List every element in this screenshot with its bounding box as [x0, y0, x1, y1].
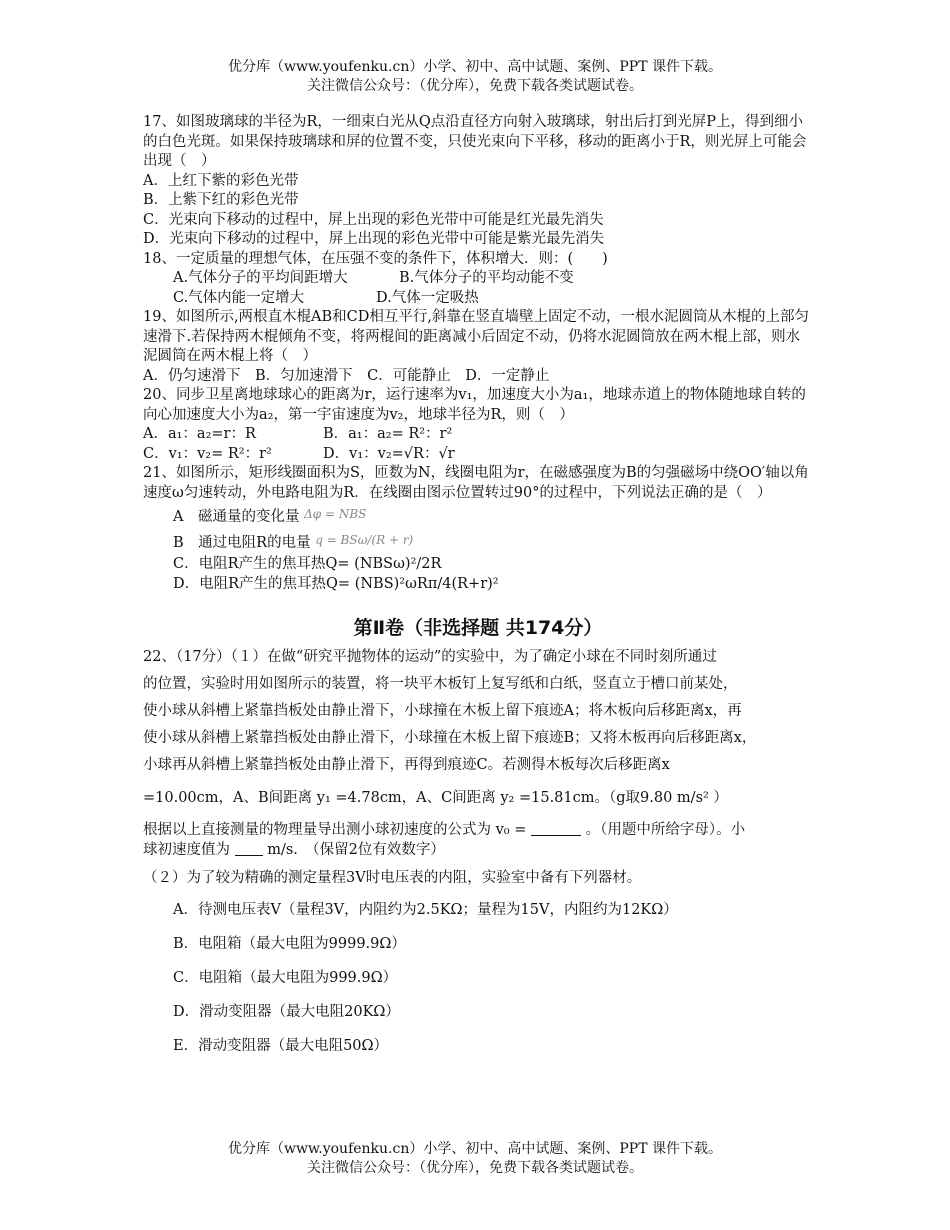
question-22-formula-line — [143, 821, 813, 841]
question-22-line-5: 小球再从斜槽上紧靠挡板处由静止滑下，再得到痕迹C。若测得木板每次后移距离x — [143, 757, 670, 773]
question-17-option-b: B．上紫下红的彩色光带 — [143, 192, 299, 208]
question-22-speed-suffix: m/s. （保留2位有效数字） — [267, 841, 445, 858]
question-18-option-a: A.气体分子的平均间距增大 — [173, 270, 348, 286]
question-20-row-2 — [143, 445, 813, 465]
question-22-formula-suffix: 。（用题中所给字母）。小 — [585, 822, 746, 838]
question-21-option-a-label: A 磁通量的变化量 — [173, 509, 300, 525]
question-20-option-c: C．v₁：v₂= R²：r² — [143, 445, 272, 462]
question-22-line-2: 的位置，实验时用如图所示的装置，将一块平木板钉上复写纸和白纸，竖直立于槽口前某处， — [143, 676, 738, 692]
question-22-line-4: 使小球从斜槽上紧靠挡板处由静止滑下，小球撞在木板上留下痕迹B；又将木板再向后移距离x， — [143, 730, 757, 746]
question-21-option-a-formula: Δφ = NBS — [304, 507, 367, 521]
question-17 — [143, 113, 813, 250]
footer-line-1: 优分库（www.youfenku.cn）小学、初中、高中试题、案例、PPT 课件下载。 — [227, 1141, 722, 1157]
question-22 — [143, 644, 813, 1063]
question-18-stem: 18、一定质量的理想气体，在压强不变的条件下，体积增大．则：( ) — [143, 250, 608, 267]
question-21-option-b-label: B 通过电阻R的电量 — [173, 535, 311, 551]
question-21-option-c: C．电阻R产生的焦耳热Q= (NBSω)²/2R — [173, 556, 442, 572]
question-20-option-d: D．v₁：v₂=√R：√r — [323, 445, 455, 462]
equipment-item: B．电阻箱（最大电阻为9999.9Ω） — [173, 935, 406, 952]
question-20-option-b: B．a₁：a₂= R²：r² — [323, 426, 453, 442]
question-19 — [143, 308, 813, 386]
page-header — [0, 58, 950, 96]
question-20 — [143, 386, 813, 464]
question-21-option-b-formula: q = BSω/(R + r) — [315, 533, 414, 547]
page-footer — [0, 1140, 950, 1178]
question-22-formula-prefix: 根据以上直接测量的物理量导出测小球初速度的公式为 v₀ = — [143, 822, 527, 838]
question-17-option-c: C．光束向下移动的过程中，屏上出现的彩色光带中可能是红光最先消失 — [143, 211, 604, 228]
question-21-option-b — [143, 529, 813, 555]
answer-blank-formula[interactable] — [531, 821, 581, 836]
question-22-part-2: （２）为了较为精确的测定量程3V时电压表的内阻，实验室中备有下列器材。 — [143, 870, 642, 886]
equipment-item: E．滑动变阻器（最大电阻50Ω） — [173, 1037, 389, 1054]
footer-line-2: 关注微信公众号：（优分库），免费下载各类试题试卷。 — [307, 1160, 643, 1176]
question-18-option-c: C.气体内能一定增大 — [173, 289, 305, 306]
answer-blank-speed[interactable] — [235, 841, 263, 856]
question-22-line-3: 使小球从斜槽上紧靠挡板处由静止滑下，小球撞在木板上留下痕迹A；将木板向后移距离x，再 — [143, 703, 742, 719]
equipment-item: C．电阻箱（最大电阻为999.9Ω） — [173, 969, 398, 986]
question-19-options: A．仍匀速滑下 B．匀加速滑下 C．可能静止 D．一定静止 — [143, 367, 550, 384]
equipment-item: A．待测电压表V（量程3V，内阻约为2.5KΩ；量程为15V，内阻约为12KΩ） — [173, 901, 678, 918]
header-line-1: 优分库（www.youfenku.cn）小学、初中、高中试题、案例、PPT 课件下载。 — [227, 59, 722, 75]
question-18-option-b: B.气体分子的平均动能不变 — [399, 270, 574, 286]
question-21-option-d: D．电阻R产生的焦耳热Q= (NBS)²ωRπ/4(R+r)² — [173, 575, 499, 592]
question-20-row-1 — [143, 425, 813, 445]
question-22-line-1: 22、（17分）（１）在做“研究平抛物体的运动”的实验中，为了确定小球在不同时刻所通过 — [143, 649, 717, 665]
question-22-speed-line — [143, 841, 813, 861]
question-20-option-a: A．a₁：a₂=r：R — [143, 426, 256, 442]
question-18-row-1 — [143, 269, 813, 289]
question-18 — [143, 250, 813, 309]
question-22-intro — [143, 644, 813, 812]
equipment-item: D．滑动变阻器（最大电阻20KΩ） — [173, 1003, 400, 1020]
question-17-option-a: A．上红下紫的彩色光带 — [143, 172, 299, 189]
question-21-option-a — [143, 503, 813, 529]
question-17-stem: 17、如图玻璃球的半径为R，一细束白光从Q点沿直径方向射入玻璃球，射出后打到光屏P上，得到细小的白色光斑。如果保持玻璃球和屏的位置不变，只使光束向下平移，移动的距离小于R，则光屏上可能会出现（ ） — [143, 114, 807, 169]
question-19-stem: 19、如图所示,两根直木棍AB和CD相互平行,斜靠在竖直墙壁上固定不动，一根水泥圆筒从木棍的上部匀速滑下.若保持两木棍倾角不变，将两棍间的距离减小后固定不动，仍将水泥圆筒放在两木棍上部，则水泥圆筒在两木棍上将（ ） — [143, 309, 810, 364]
question-21-stem: 21、如图所示，矩形线圈面积为S，匝数为N，线圈电阻为r，在磁感强度为B的匀强磁场中绕OO′轴以角速度ω匀速转动，外电路电阻为R．在线圈由图示位置转过90°的过程中，下列说法正确的是（ ） — [143, 465, 809, 501]
section-2-title: 第Ⅱ卷（非选择题 共174分） — [353, 617, 603, 639]
question-21 — [143, 464, 813, 594]
question-20-stem: 20、同步卫星离地球球心的距离为r，运行速率为v₁，加速度大小为a₁，地球赤道上的物体随地球自转的向心加速度大小为a₂，第一宇宙速度为v₂，地球半径为R，则（ ） — [143, 387, 806, 423]
equipment-list — [143, 893, 813, 1063]
question-18-option-d: D.气体一定吸热 — [376, 289, 479, 306]
question-22-data-line: =10.00cm，A、B间距离 y₁ =4.78cm，A、C间距离 y₂ =15.81cm。（g取9.80 m/s² ） — [143, 790, 728, 806]
header-line-2: 关注微信公众号：（优分库），免费下载各类试题试卷。 — [307, 78, 643, 94]
exam-body — [143, 113, 813, 1063]
question-22-speed-prefix: 球初速度值为 — [143, 841, 230, 858]
question-17-option-d: D．光束向下移动的过程中，屏上出现的彩色光带中可能是紫光最先消失 — [143, 231, 605, 247]
question-18-row-2 — [143, 289, 813, 309]
